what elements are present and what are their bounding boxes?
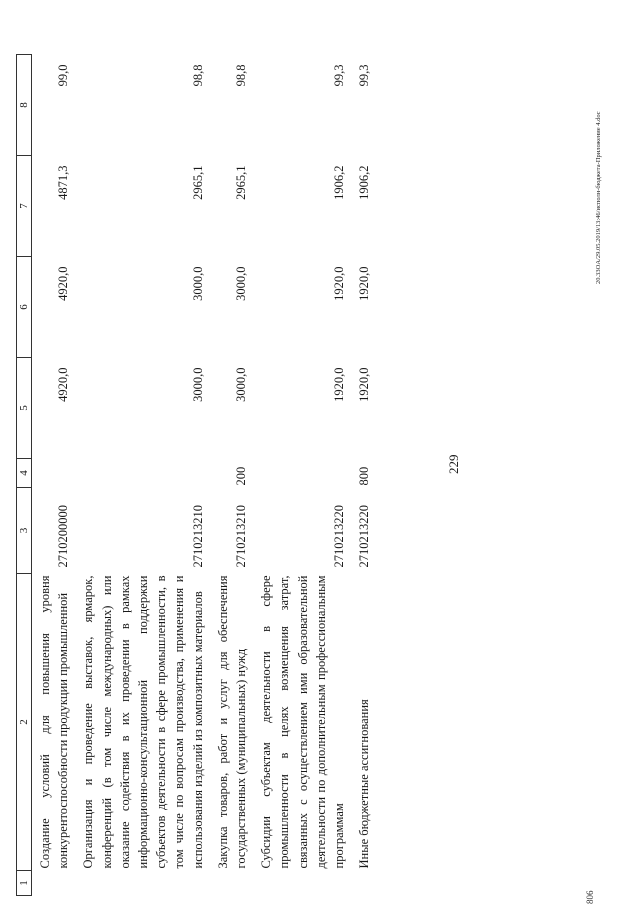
row-col7: 2965,1 bbox=[190, 165, 205, 200]
row-col7: 4871,3 bbox=[56, 165, 71, 200]
row-col5: 1920,0 bbox=[357, 367, 372, 402]
row-col7: 1906,2 bbox=[357, 165, 372, 200]
row-col5: 3000,0 bbox=[234, 367, 249, 402]
row-description: Иные бюджетные ассигнования bbox=[357, 699, 372, 869]
row-expense-type: 200 bbox=[234, 466, 249, 486]
page-number: 229 bbox=[446, 454, 461, 474]
row-col5: 1920,0 bbox=[332, 367, 347, 402]
row-col6: 1920,0 bbox=[357, 266, 372, 301]
budget-table bbox=[16, 54, 376, 896]
row-expense-type bbox=[253, 459, 351, 488]
header-col-7: 7 bbox=[17, 156, 32, 257]
table-header-row bbox=[17, 55, 32, 896]
row-col8: 98,8 bbox=[190, 64, 205, 87]
table-row bbox=[253, 55, 351, 896]
file-path-footer: 20.33OA/29.05.2019/13:46/исполн-бюджета-Приложение 4.doc bbox=[595, 111, 602, 284]
row-expense-type: 800 bbox=[357, 466, 372, 486]
row-description: Организация и проведение выставок, ярмарок, конференций (в том числе международных) или оказание содействия в их проведении в рамках информационно-консультационной поддержки субъектов деятельности в сфере промышленности, в том числе по вопросам производства, применения и использования изделий из композитных материалов bbox=[81, 575, 205, 869]
row-col5: 3000,0 bbox=[190, 367, 205, 402]
row-col8: 99,3 bbox=[357, 64, 372, 87]
row-col6: 3000,0 bbox=[190, 266, 205, 301]
row-description: Создание условий для повышения уровня конкурентоспособности продукции промышленной bbox=[38, 575, 71, 869]
header-col-1: 1 bbox=[17, 871, 32, 896]
row-col6: 3000,0 bbox=[234, 266, 249, 301]
row-col7: 2965,1 bbox=[234, 165, 249, 200]
row-col7: 1906,2 bbox=[332, 165, 347, 200]
corner-page-mark: 806 bbox=[585, 890, 595, 904]
header-col-8: 8 bbox=[17, 55, 32, 156]
row-col8: 98,8 bbox=[234, 64, 249, 87]
table-row bbox=[32, 55, 76, 896]
row-description: Закупка товаров, работ и услуг для обеспечения государственных (муниципальных) нужд bbox=[215, 575, 249, 869]
row-expense-type bbox=[75, 459, 209, 488]
row-code: 2710213220 bbox=[357, 505, 372, 568]
row-spacer bbox=[210, 871, 253, 896]
row-code: 2710200000 bbox=[56, 505, 71, 568]
row-col8: 99,0 bbox=[56, 64, 71, 87]
row-code: 2710213210 bbox=[190, 505, 205, 568]
header-col-6: 6 bbox=[17, 257, 32, 358]
header-col-3: 3 bbox=[17, 488, 32, 574]
row-spacer bbox=[253, 871, 351, 896]
table-row bbox=[351, 55, 376, 896]
row-code: 2710213210 bbox=[234, 505, 249, 568]
row-col6: 4920,0 bbox=[56, 266, 71, 301]
row-spacer bbox=[32, 871, 76, 896]
table-row bbox=[210, 55, 253, 896]
row-description: Субсидии субъектам деятельности в сфере промышленности в целях возмещения затрат, связанных с осуществлением ими образовательной деятельности по дополнительным профессиональным программам bbox=[259, 575, 347, 869]
row-col5: 4920,0 bbox=[56, 367, 71, 402]
row-expense-type bbox=[32, 459, 76, 488]
row-code: 2710213220 bbox=[332, 505, 347, 568]
header-col-4: 4 bbox=[17, 459, 32, 488]
header-col-2: 2 bbox=[17, 574, 32, 871]
header-col-5: 5 bbox=[17, 358, 32, 459]
row-spacer bbox=[75, 871, 209, 896]
row-col8: 99,3 bbox=[332, 64, 347, 87]
table-row bbox=[75, 55, 209, 896]
row-col6: 1920,0 bbox=[332, 266, 347, 301]
row-spacer bbox=[351, 871, 376, 896]
